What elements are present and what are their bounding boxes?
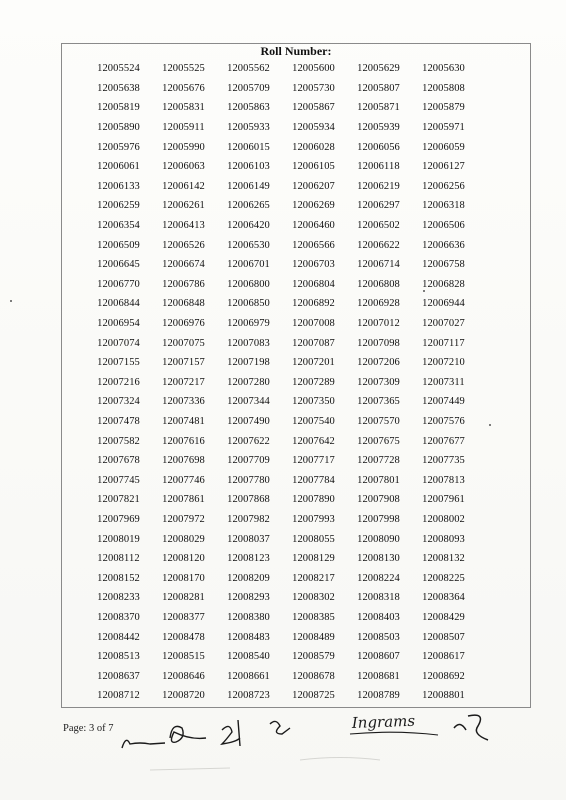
signature-5 (350, 712, 438, 735)
signature-text: Ingrams (351, 711, 416, 732)
roll-number-cell: 12008281 (162, 592, 205, 604)
roll-number-cell: 12007155 (97, 357, 140, 369)
roll-number-cell: 12008442 (97, 631, 140, 643)
roll-number-cell: 12007074 (97, 337, 140, 349)
roll-number-cell: 12007198 (227, 357, 270, 369)
table-row (62, 137, 530, 157)
roll-number-cell: 12008617 (422, 651, 465, 663)
roll-number-cell: 12008002 (422, 513, 465, 525)
roll-number-cell: 12006800 (227, 278, 270, 290)
roll-number-cell: 12005807 (357, 82, 400, 94)
roll-number-cell: 12007998 (357, 513, 400, 525)
roll-number-cell: 12007449 (422, 396, 465, 408)
roll-number-cell: 12006354 (97, 220, 140, 232)
table-row (62, 431, 530, 451)
roll-number-cell: 12008720 (162, 690, 205, 702)
roll-number-cell: 12008209 (227, 572, 270, 584)
roll-number-cell: 12006566 (292, 239, 335, 251)
roll-number-cell: 12007908 (357, 494, 400, 506)
table-body (62, 59, 530, 706)
roll-number-cell: 12006133 (97, 180, 140, 192)
roll-number-cell: 12006850 (227, 298, 270, 310)
roll-number-cell: 12007008 (292, 318, 335, 330)
roll-number-cell: 12008725 (292, 690, 335, 702)
roll-number-cell: 12008503 (357, 631, 400, 643)
table-row (62, 666, 530, 686)
roll-number-cell: 12008233 (97, 592, 140, 604)
roll-number-cell: 12007311 (422, 376, 465, 388)
roll-number-cell: 12008293 (227, 592, 270, 604)
roll-number-cell: 12007582 (97, 435, 140, 447)
table-row (62, 79, 530, 99)
roll-number-cell: 12005831 (162, 102, 205, 114)
roll-number-cell: 12005879 (422, 102, 465, 114)
roll-number-cell: 12006954 (97, 318, 140, 330)
roll-number-cell: 12005871 (357, 102, 400, 114)
table-row (62, 588, 530, 608)
roll-number-cell: 12007309 (357, 376, 400, 388)
roll-number-cell: 12007324 (97, 396, 140, 408)
roll-number-cell: 12007216 (97, 376, 140, 388)
roll-number-cell: 12006149 (227, 180, 270, 192)
roll-number-cell: 12008037 (227, 533, 270, 545)
roll-number-cell: 12006509 (97, 239, 140, 251)
roll-number-cell: 12005676 (162, 82, 205, 94)
roll-number-cell: 12005863 (227, 102, 270, 114)
roll-number-cell: 12007210 (422, 357, 465, 369)
roll-number-cell: 12006207 (292, 180, 335, 192)
roll-number-cell: 12008318 (357, 592, 400, 604)
table-title: Roll Number: (260, 44, 332, 58)
roll-number-cell: 12005819 (97, 102, 140, 114)
roll-number-cell: 12008055 (292, 533, 335, 545)
roll-number-cell: 12008723 (227, 690, 270, 702)
roll-number-cell: 12007678 (97, 455, 140, 467)
roll-number-cell: 12006269 (292, 200, 335, 212)
roll-number-cell: 12007012 (357, 318, 400, 330)
table-row (62, 333, 530, 353)
table-row (62, 157, 530, 177)
table-row (62, 196, 530, 216)
roll-number-cell: 12007083 (227, 337, 270, 349)
roll-number-cell: 12007217 (162, 376, 205, 388)
roll-number-cell: 12007087 (292, 337, 335, 349)
roll-number-cell: 12005808 (422, 82, 465, 94)
table-row (62, 529, 530, 549)
roll-number-cell: 12007576 (422, 415, 465, 427)
roll-number-cell: 12007344 (227, 396, 270, 408)
roll-number-cell: 12008090 (357, 533, 400, 545)
roll-number-cell: 12007098 (357, 337, 400, 349)
table-row (62, 647, 530, 667)
roll-number-cell: 12008661 (227, 670, 270, 682)
roll-number-cell: 12007478 (97, 415, 140, 427)
roll-number-cell: 12008692 (422, 670, 465, 682)
roll-number-cell: 12008489 (292, 631, 335, 643)
table-row (62, 470, 530, 490)
roll-number-cell: 12006701 (227, 259, 270, 271)
roll-number-cell: 12006703 (292, 259, 335, 271)
roll-number-cell: 12007289 (292, 376, 335, 388)
roll-number-cell: 12007206 (357, 357, 400, 369)
roll-number-cell: 12005890 (97, 122, 140, 134)
roll-number-cell: 12008637 (97, 670, 140, 682)
roll-number-cell: 12006059 (422, 141, 465, 153)
roll-number-cell: 12006256 (422, 180, 465, 192)
roll-number-cell: 12005990 (162, 141, 205, 153)
roll-number-cell: 12006259 (97, 200, 140, 212)
roll-number-cell: 12005524 (97, 63, 140, 75)
roll-number-cell: 12007784 (292, 474, 335, 486)
roll-number-cell: 12008429 (422, 611, 465, 623)
roll-number-cell: 12007821 (97, 494, 140, 506)
table-row (62, 392, 530, 412)
roll-number-cell: 12008170 (162, 572, 205, 584)
roll-number-cell: 12007677 (422, 435, 465, 447)
table-row (62, 568, 530, 588)
roll-number-cell: 12008029 (162, 533, 205, 545)
roll-number-cell: 12006808 (357, 278, 400, 290)
roll-number-cell: 12006848 (162, 298, 205, 310)
roll-number-cell: 12007481 (162, 415, 205, 427)
roll-number-cell: 12005939 (357, 122, 400, 134)
roll-number-cell: 12008607 (357, 651, 400, 663)
table-row (62, 98, 530, 118)
roll-number-cell: 12006318 (422, 200, 465, 212)
roll-number-cell: 12006063 (162, 161, 205, 173)
roll-number-cell: 12007075 (162, 337, 205, 349)
roll-number-cell: 12007350 (292, 396, 335, 408)
table-row (62, 627, 530, 647)
roll-number-cell: 12006622 (357, 239, 400, 251)
roll-number-cell: 12007157 (162, 357, 205, 369)
roll-number-cell: 12007201 (292, 357, 335, 369)
table-row (62, 353, 530, 373)
roll-number-cell: 12007813 (422, 474, 465, 486)
roll-number-cell: 12007993 (292, 513, 335, 525)
roll-number-cell: 12007642 (292, 435, 335, 447)
roll-number-cell: 12008712 (97, 690, 140, 702)
roll-number-cell: 12007365 (357, 396, 400, 408)
table-row (62, 490, 530, 510)
roll-number-cell: 12005971 (422, 122, 465, 134)
roll-number-cell: 12008579 (292, 651, 335, 663)
roll-number-cell: 12008789 (357, 690, 400, 702)
roll-number-cell: 12006645 (97, 259, 140, 271)
roll-number-cell: 12007982 (227, 513, 270, 525)
signature-3 (222, 720, 240, 746)
roll-number-cell: 12006944 (422, 298, 465, 310)
roll-number-cell: 12006674 (162, 259, 205, 271)
roll-number-cell: 12006636 (422, 239, 465, 251)
roll-number-cell: 12007540 (292, 415, 335, 427)
roll-number-cell: 12005638 (97, 82, 140, 94)
roll-number-cell: 12007745 (97, 474, 140, 486)
roll-number-cell: 12006526 (162, 239, 205, 251)
table-row (62, 118, 530, 138)
roll-number-cell: 12008217 (292, 572, 335, 584)
roll-number-cell: 12006142 (162, 180, 205, 192)
table-row (62, 451, 530, 471)
roll-number-cell: 12008130 (357, 553, 400, 565)
signature-6 (454, 715, 488, 740)
table-row (62, 59, 530, 79)
roll-number-cell: 12008646 (162, 670, 205, 682)
table-row (62, 314, 530, 334)
roll-number-cell: 12008380 (227, 611, 270, 623)
signature-2 (170, 726, 206, 742)
roll-number-cell: 12005630 (422, 63, 465, 75)
roll-number-cell: 12006015 (227, 141, 270, 153)
roll-number-cell: 12008385 (292, 611, 335, 623)
roll-number-cell: 12006828 (422, 278, 465, 290)
roll-number-cell: 12007717 (292, 455, 335, 467)
roll-number-cell: 12008801 (422, 690, 465, 702)
roll-number-cell: 12006979 (227, 318, 270, 330)
roll-number-cell: 12008483 (227, 631, 270, 643)
roll-number-cell: 12008129 (292, 553, 335, 565)
roll-number-cell: 12006127 (422, 161, 465, 173)
roll-number-cell: 12007868 (227, 494, 270, 506)
table-row (62, 510, 530, 530)
roll-number-cell: 12007709 (227, 455, 270, 467)
scan-speck (10, 300, 12, 302)
roll-number-cell: 12007027 (422, 318, 465, 330)
roll-number-cell: 12007728 (357, 455, 400, 467)
roll-number-cell: 12006261 (162, 200, 205, 212)
roll-number-cell: 12006506 (422, 220, 465, 232)
table-row (62, 549, 530, 569)
roll-number-cell: 12008515 (162, 651, 205, 663)
roll-number-cell: 12007969 (97, 513, 140, 525)
roll-number-cell: 12005976 (97, 141, 140, 153)
roll-number-cell: 12007735 (422, 455, 465, 467)
roll-number-cell: 12007570 (357, 415, 400, 427)
roll-number-cell: 12008678 (292, 670, 335, 682)
roll-number-cell: 12006758 (422, 259, 465, 271)
roll-number-cell: 12007675 (357, 435, 400, 447)
roll-number-cell: 12006118 (357, 161, 400, 173)
roll-number-cell: 12006928 (357, 298, 400, 310)
roll-number-cell: 12006804 (292, 278, 335, 290)
roll-number-cell: 12007780 (227, 474, 270, 486)
roll-number-cell: 12006786 (162, 278, 205, 290)
table-row (62, 686, 530, 706)
roll-number-cell: 12006103 (227, 161, 270, 173)
roll-number-cell: 12008507 (422, 631, 465, 643)
roll-number-cell: 12008132 (422, 553, 465, 565)
signature-1 (122, 740, 165, 748)
roll-number-cell: 12006061 (97, 161, 140, 173)
table-row (62, 216, 530, 236)
roll-number-cell: 12005933 (227, 122, 270, 134)
roll-number-cell: 12008225 (422, 572, 465, 584)
roll-number-cell: 12008540 (227, 651, 270, 663)
table-row (62, 608, 530, 628)
roll-number-cell: 12008112 (97, 553, 140, 565)
roll-number-cell: 12006714 (357, 259, 400, 271)
scan-speck (489, 424, 491, 426)
roll-number-cell: 12005867 (292, 102, 335, 114)
roll-number-cell: 12007616 (162, 435, 205, 447)
roll-number-cell: 12005934 (292, 122, 335, 134)
roll-number-cell: 12008478 (162, 631, 205, 643)
roll-number-cell: 12008019 (97, 533, 140, 545)
roll-number-cell: 12008681 (357, 670, 400, 682)
roll-number-cell: 12006460 (292, 220, 335, 232)
table-row (62, 294, 530, 314)
roll-number-cell: 12005709 (227, 82, 270, 94)
roll-number-cell: 12005562 (227, 63, 270, 75)
page-number: Page: 3 of 7 (63, 723, 114, 734)
table-row (62, 177, 530, 197)
roll-number-cell: 12007622 (227, 435, 270, 447)
roll-number-cell: 12006892 (292, 298, 335, 310)
roll-number-cell: 12006105 (292, 161, 335, 173)
signature-4 (270, 721, 290, 734)
roll-number-table (61, 43, 531, 708)
roll-number-cell: 12007972 (162, 513, 205, 525)
roll-number-cell: 12007961 (422, 494, 465, 506)
roll-number-cell: 12007801 (357, 474, 400, 486)
roll-number-cell: 12006770 (97, 278, 140, 290)
roll-number-cell: 12008364 (422, 592, 465, 604)
roll-number-cell: 12005629 (357, 63, 400, 75)
roll-number-cell: 12006502 (357, 220, 400, 232)
table-row (62, 373, 530, 393)
table-row (62, 412, 530, 432)
roll-number-cell: 12007890 (292, 494, 335, 506)
roll-number-cell: 12007698 (162, 455, 205, 467)
roll-number-cell: 12008224 (357, 572, 400, 584)
roll-number-cell: 12005600 (292, 63, 335, 75)
roll-number-cell: 12006219 (357, 180, 400, 192)
roll-number-cell: 12006420 (227, 220, 270, 232)
roll-number-cell: 12006056 (357, 141, 400, 153)
scan-speck (423, 290, 425, 292)
roll-number-cell: 12006976 (162, 318, 205, 330)
roll-number-cell: 12008120 (162, 553, 205, 565)
table-row (62, 255, 530, 275)
roll-number-cell: 12008152 (97, 572, 140, 584)
roll-number-cell: 12006530 (227, 239, 270, 251)
roll-number-cell: 12005730 (292, 82, 335, 94)
roll-number-cell: 12008093 (422, 533, 465, 545)
roll-number-cell: 12008123 (227, 553, 270, 565)
roll-number-cell: 12005525 (162, 63, 205, 75)
roll-number-cell: 12006265 (227, 200, 270, 212)
roll-number-cell: 12008370 (97, 611, 140, 623)
roll-number-cell: 12007861 (162, 494, 205, 506)
roll-number-cell: 12007746 (162, 474, 205, 486)
roll-number-cell: 12006297 (357, 200, 400, 212)
roll-number-cell: 12007490 (227, 415, 270, 427)
roll-number-cell: 12006844 (97, 298, 140, 310)
table-row (62, 275, 530, 295)
roll-number-cell: 12006413 (162, 220, 205, 232)
roll-number-cell: 12006028 (292, 141, 335, 153)
table-row (62, 235, 530, 255)
roll-number-cell: 12005911 (162, 122, 205, 134)
roll-number-cell: 12008513 (97, 651, 140, 663)
roll-number-cell: 12007117 (422, 337, 465, 349)
roll-number-cell: 12008302 (292, 592, 335, 604)
roll-number-cell: 12008377 (162, 611, 205, 623)
roll-number-cell: 12008403 (357, 611, 400, 623)
roll-number-cell: 12007336 (162, 396, 205, 408)
roll-number-cell: 12007280 (227, 376, 270, 388)
